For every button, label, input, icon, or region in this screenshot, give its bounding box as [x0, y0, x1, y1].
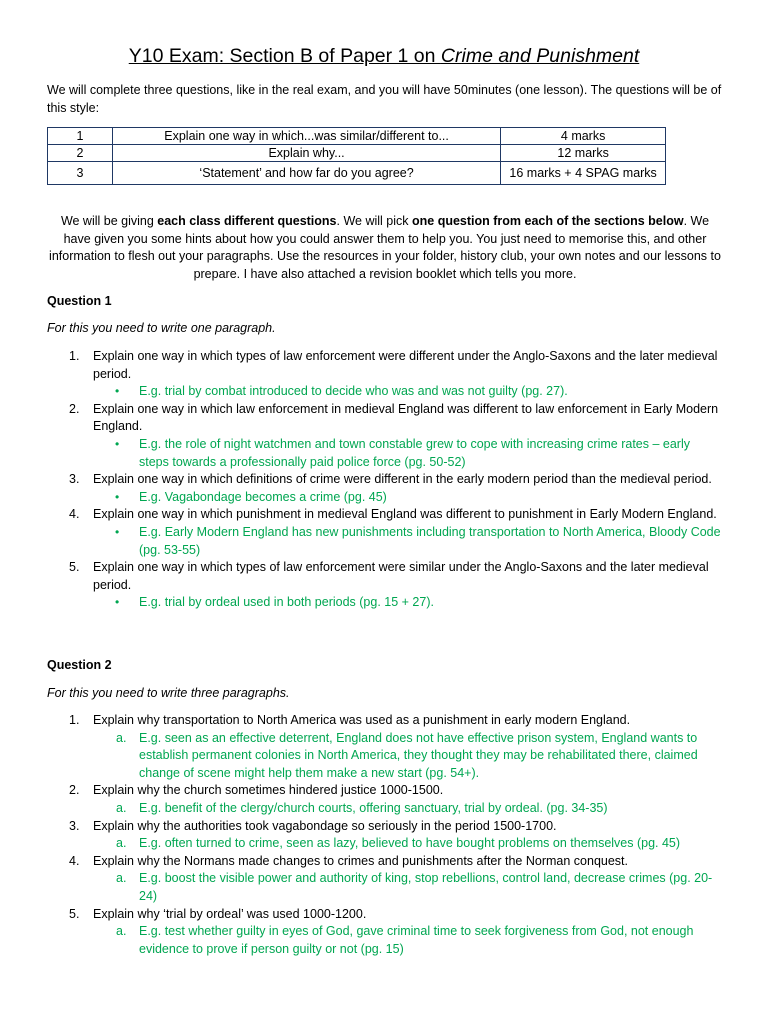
- hint-text: E.g. the role of night watchmen and town constable grew to cope with increasing crime rates – early steps towards a professionally paid police force (pg. 50-52): [139, 436, 690, 469]
- hint-line: [47, 436, 723, 471]
- page-title: Y10 Exam: Section B of Paper 1 on Crime and Punishment: [128, 45, 640, 67]
- item-number: 1.: [69, 713, 80, 727]
- list-item: [47, 471, 723, 489]
- table-row: [48, 162, 666, 185]
- hint-line: [47, 524, 723, 559]
- hint-line: [47, 923, 723, 958]
- question-marks: 16 marks + 4 SPAG marks: [501, 162, 666, 185]
- bullet-icon: •: [115, 595, 120, 610]
- list-item: [47, 712, 723, 730]
- item-text: Explain why transportation to North America was used as a punishment in early modern England.: [93, 713, 631, 727]
- sub-item-marker: a.: [116, 730, 127, 745]
- hint-text: E.g. often turned to crime, seen as lazy, believed to have bought problems on themselves (pg. 45): [139, 836, 681, 851]
- instructions-paragraph: We will be giving each class different questions. We will pick one question from each of the sections below. We have given you some hints about how you could answer them to help you. You just need to memorise this, and other information to flesh out your paragraphs. Use the resources in your folder, history club, your own notes and our lessons to prepare. I have also attached a revision booklet which tells you more.: [49, 214, 721, 281]
- question-marks: 12 marks: [501, 145, 666, 162]
- bullet-icon: •: [115, 524, 120, 539]
- item-text: Explain why the Normans made changes to crimes and punishments after the Norman conquest.: [93, 853, 628, 868]
- hint-text: E.g. Early Modern England has new punishments including transportation to North America, Bloody Code (pg. 53-55): [139, 524, 721, 557]
- item-number: 3.: [69, 472, 80, 487]
- sub-item-marker: a.: [116, 800, 127, 815]
- question-2-list: [47, 712, 723, 958]
- item-text: Explain one way in which law enforcement in medieval England was different to law enforcement in Early Modern England.: [93, 401, 719, 434]
- hint-line: [47, 594, 723, 612]
- list-item: [47, 818, 723, 836]
- item-number: 1.: [69, 349, 80, 363]
- item-number: 4.: [69, 853, 80, 868]
- sub-item-marker: a.: [116, 871, 127, 886]
- hint-line: [47, 730, 723, 783]
- hint-line: [47, 800, 723, 818]
- hint-text: E.g. test whether guilty in eyes of God, gave criminal time to seek forgiveness from God, not enough evidence to prove if person guilty or not (pg. 15): [139, 924, 694, 956]
- list-item: [47, 782, 723, 800]
- hint-line: [47, 489, 723, 507]
- item-number: 3.: [69, 818, 80, 833]
- question-2-instruction: For this you need to write three paragraphs.: [47, 686, 290, 700]
- list-item: [47, 401, 723, 436]
- item-number: 5.: [69, 906, 80, 921]
- question-style: ‘Statement’ and how far do you agree?: [112, 162, 500, 185]
- hint-text: E.g. trial by combat introduced to decide who was and was not guilty (pg. 27).: [139, 384, 568, 399]
- question-style: Explain one way in which...was similar/different to...: [112, 128, 500, 145]
- sub-item-marker: a.: [116, 924, 127, 939]
- item-text: Explain one way in which punishment in medieval England was different to punishment in Early Modern England.: [93, 507, 717, 522]
- question-style-table: [47, 127, 666, 185]
- item-text: Explain why ‘trial by ordeal’ was used 1000-1200.: [93, 906, 367, 921]
- bullet-icon: •: [115, 489, 120, 504]
- question-marks: 4 marks: [501, 128, 666, 145]
- item-text: Explain why the authorities took vagabondage so seriously in the period 1500-1700.: [93, 818, 557, 833]
- list-item: [47, 559, 723, 594]
- bullet-icon: •: [115, 436, 120, 451]
- item-text: Explain one way in which types of law enforcement were different under the Anglo-Saxons and the later medieval period.: [93, 349, 718, 381]
- item-text: Explain one way in which definitions of crime were different in the early modern period than the medieval period.: [93, 472, 712, 487]
- list-item: [47, 853, 723, 871]
- hint-line: [47, 835, 723, 853]
- item-number: 2.: [69, 783, 80, 798]
- sub-item-marker: a.: [116, 836, 127, 851]
- question-1-heading: Question 1: [47, 294, 112, 308]
- item-text: Explain one way in which types of law enforcement were similar under the Anglo-Saxons and the later medieval period.: [93, 560, 709, 592]
- hint-line: [47, 383, 723, 401]
- question-number: 2: [48, 145, 113, 162]
- item-number: 4.: [69, 507, 80, 522]
- hint-text: E.g. seen as an effective deterrent, England does not have effective prison system, England wants to establish permanent colonies in North America, they thought they may be rehabilitated there, claimed change of scene might help them make a new start (pg. 54+).: [139, 730, 698, 780]
- question-number: 3: [48, 162, 113, 185]
- question-1-instruction: For this you need to write one paragraph.: [47, 321, 276, 335]
- list-item: [47, 506, 723, 524]
- question-style: Explain why...: [112, 145, 500, 162]
- bullet-icon: •: [115, 384, 120, 399]
- hint-text: E.g. trial by ordeal used in both periods (pg. 15 + 27).: [139, 595, 434, 610]
- question-number: 1: [48, 128, 113, 145]
- table-row: [48, 128, 666, 145]
- question-2-heading: Question 2: [47, 658, 112, 672]
- hint-text: E.g. boost the visible power and authority of king, stop rebellions, control land, decrease crimes (pg. 20-24): [139, 871, 713, 903]
- item-number: 5.: [69, 560, 80, 575]
- item-number: 2.: [69, 401, 80, 416]
- hint-line: [47, 870, 723, 905]
- hint-text: E.g. Vagabondage becomes a crime (pg. 45): [139, 489, 387, 504]
- list-item: [47, 348, 723, 383]
- list-item: [47, 906, 723, 924]
- hint-text: E.g. benefit of the clergy/church courts, offering sanctuary, trial by ordeal. (pg. 34-35): [139, 800, 608, 815]
- item-text: Explain why the church sometimes hindered justice 1000-1500.: [93, 783, 444, 798]
- intro-text: We will complete three questions, like in the real exam, and you will have 50minutes (one lesson). The questions will be of this style:: [47, 83, 722, 115]
- question-1-list: [47, 348, 723, 612]
- table-row: [48, 145, 666, 162]
